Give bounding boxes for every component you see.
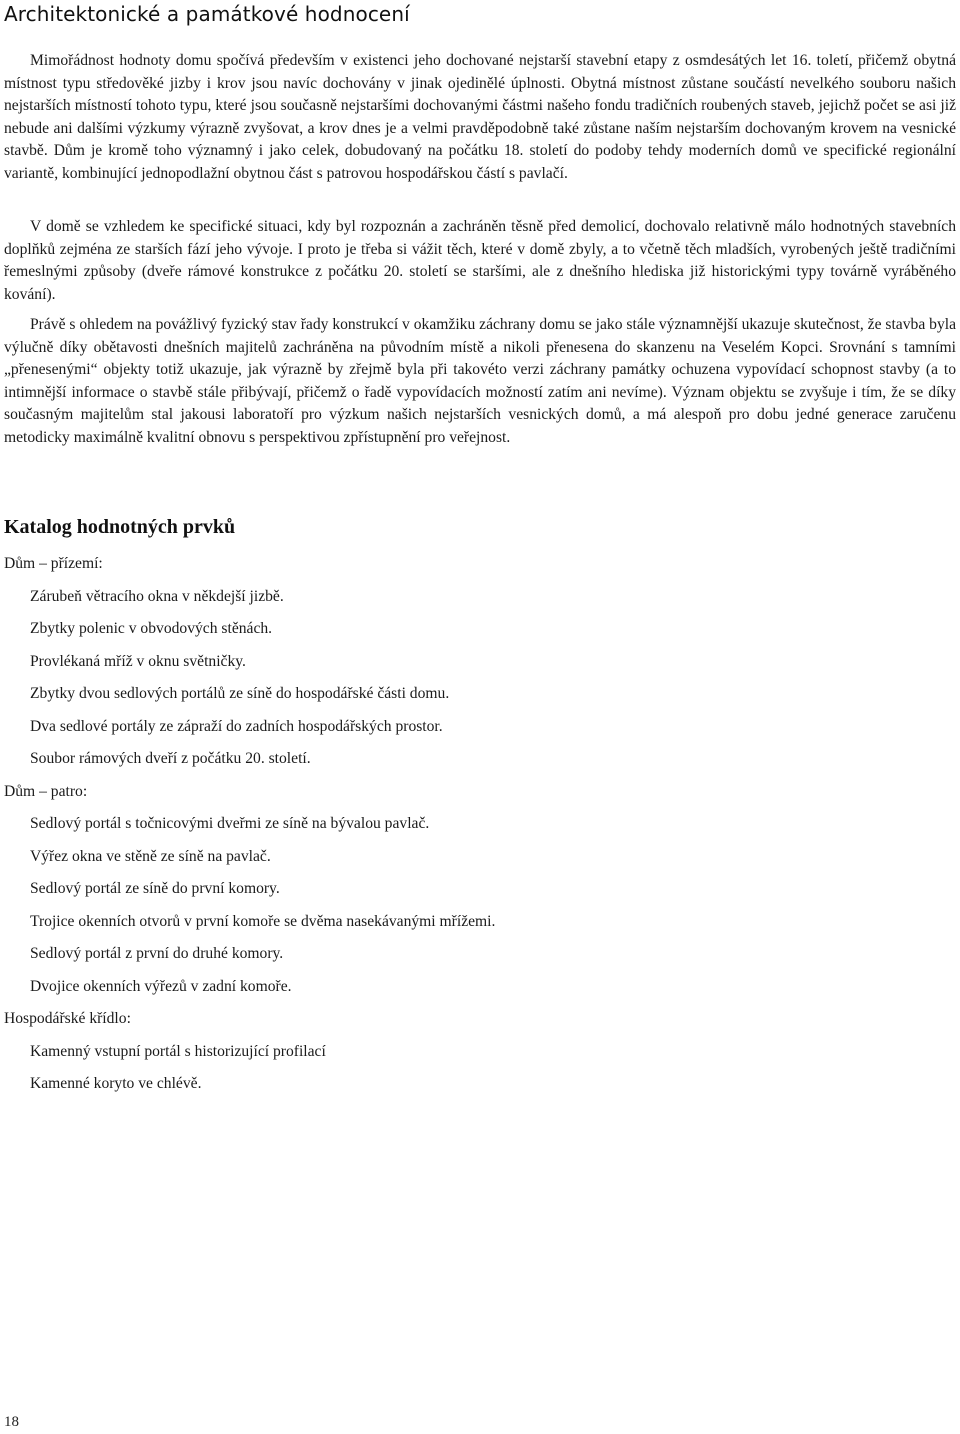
paragraph: V domě se vzhledem ke specifické situaci, kdy byl rozpoznán a zachráněn těsně před demolicí, dochovalo relativně málo hodnotných stavebních doplňků zejména ze starších fází jeho vývoje. I proto je třeba si vážit těch, které v domě zbyly, a to včetně těch mladších, vyrobených ještě tradičními řemeslnými způsoby (dveře rámové konstrukce z počátku 20. století se staršími, ale z dnešního hlediska již historickými typy továrně vyráběného kování).	[4, 218, 956, 303]
list-item: Kamenný vstupní portál s historizující profilací	[30, 1042, 326, 1060]
section-heading: Architektonické a památkové hodnocení	[4, 2, 410, 26]
list-item: Trojice okenních otvorů v první komoře se dvěma nasekávanými mřížemi.	[30, 912, 496, 930]
catalog-group-upper-floor	[4, 781, 944, 1009]
list-item: Soubor rámových dveří z počátku 20. století.	[30, 750, 311, 767]
list-item: Kamenné koryto ve chlévě.	[30, 1075, 202, 1092]
paragraph: Mimořádnost hodnoty domu spočívá především v existenci jeho dochované nejstarší stavební etapy z osmdesátých let 16. toletí, přičemž obytná místnost typu středověké jizby i krov jsou navíc dochovány v jinak ojedinělé úplnosti. Obytná místnost zůstane součástí nevelkého souboru našich nejstarších místností tohoto typu, které jsou současně nejstaršími dochovanými částmi našeho fondu tradičních roubených staveb, jejichž počet se asi již nebude ani dalšími výzkumy výrazně zvyšovat, a krov dnes je a velmi pravděpodobně také zůstane naším nejstarším dochovaným krovem na vesnické stavbě. Dům je kromě toho významný i jako celek, dobudovaný na počátku 18. století do podoby tehdy moderních domů ve specifické regionální variantě, kombinující jednopodlažní obytnou část s patrovou hospodářskou částí s pavlačí.	[4, 52, 956, 182]
paragraph: Právě s ohledem na povážlivý fyzický stav řady konstrukcí v okamžiku záchrany domu se jako stále významnější ukazuje skutečnost, že stavba byla výlučně díky obětavosti dnešních majitelů zachráněna na původním místě a nikoli přenesena do skanzenu na Veselém Kopci. Srovnání s tamními „přenesenými“ objekty totiž ukazuje, jak výrazně by zřejmě byla při takovéto verzi záchrany památky ochuzena vypovídací schopnost stavby (a to intimnější informace o stavbě stále přibývají, přičemž o řadě vypovídacích možností zatím ani nevíme). Význam objektu se zvyšuje i tím, že se díky současným majitelům stal jakousi laboratoří pro výzkum našich nejstarších vesnických domů, a má alespoň pro dobu jedné generace zaručenu metodicky maximálně kvalitní obnovu s perspektivou zpřístupnění pro veřejnost.	[4, 316, 956, 446]
group-label: Dům – patro:	[4, 782, 88, 800]
list-item: Dvojice okenních výřezů v zadní komoře.	[30, 977, 292, 995]
list-item: Provlékaná mříž v oknu světničky.	[30, 652, 246, 670]
page-number: 18	[4, 1414, 19, 1430]
paragraph-block-2	[4, 216, 956, 316]
list-item: Zbytky dvou sedlových portálů ze síně do hospodářské části domu.	[30, 685, 450, 702]
list-item: Výřez okna ve stěně ze síně na pavlač.	[30, 847, 271, 865]
list-item: Sedlový portál z první do druhé komory.	[30, 945, 284, 962]
list-item: Zbytky polenic v obvodových stěnách.	[30, 620, 273, 637]
list-item: Sedlový portál ze síně do první komory.	[30, 880, 280, 897]
group-label: Hospodářské křídlo:	[4, 1010, 131, 1027]
item-list	[4, 1041, 944, 1106]
list-item: Zárubeň větracího okna v někdejší jizbě.	[30, 587, 284, 605]
catalog-list	[4, 553, 944, 1106]
paragraph-block-1	[4, 50, 956, 196]
list-item: Sedlový portál s točnicovými dveřmi ze síně na bývalou pavlač.	[30, 815, 430, 832]
list-item: Dva sedlové portály ze zápraží do zadních hospodářských prostor.	[30, 717, 443, 735]
item-list	[4, 813, 944, 1008]
paragraph-block-3	[4, 314, 956, 460]
item-list	[4, 586, 944, 781]
catalog-group-ground-floor	[4, 553, 944, 781]
catalog-heading: Katalog hodnotných prvků	[4, 516, 236, 538]
catalog-group-farm-wing	[4, 1008, 944, 1106]
group-label: Dům – přízemí:	[4, 555, 103, 572]
